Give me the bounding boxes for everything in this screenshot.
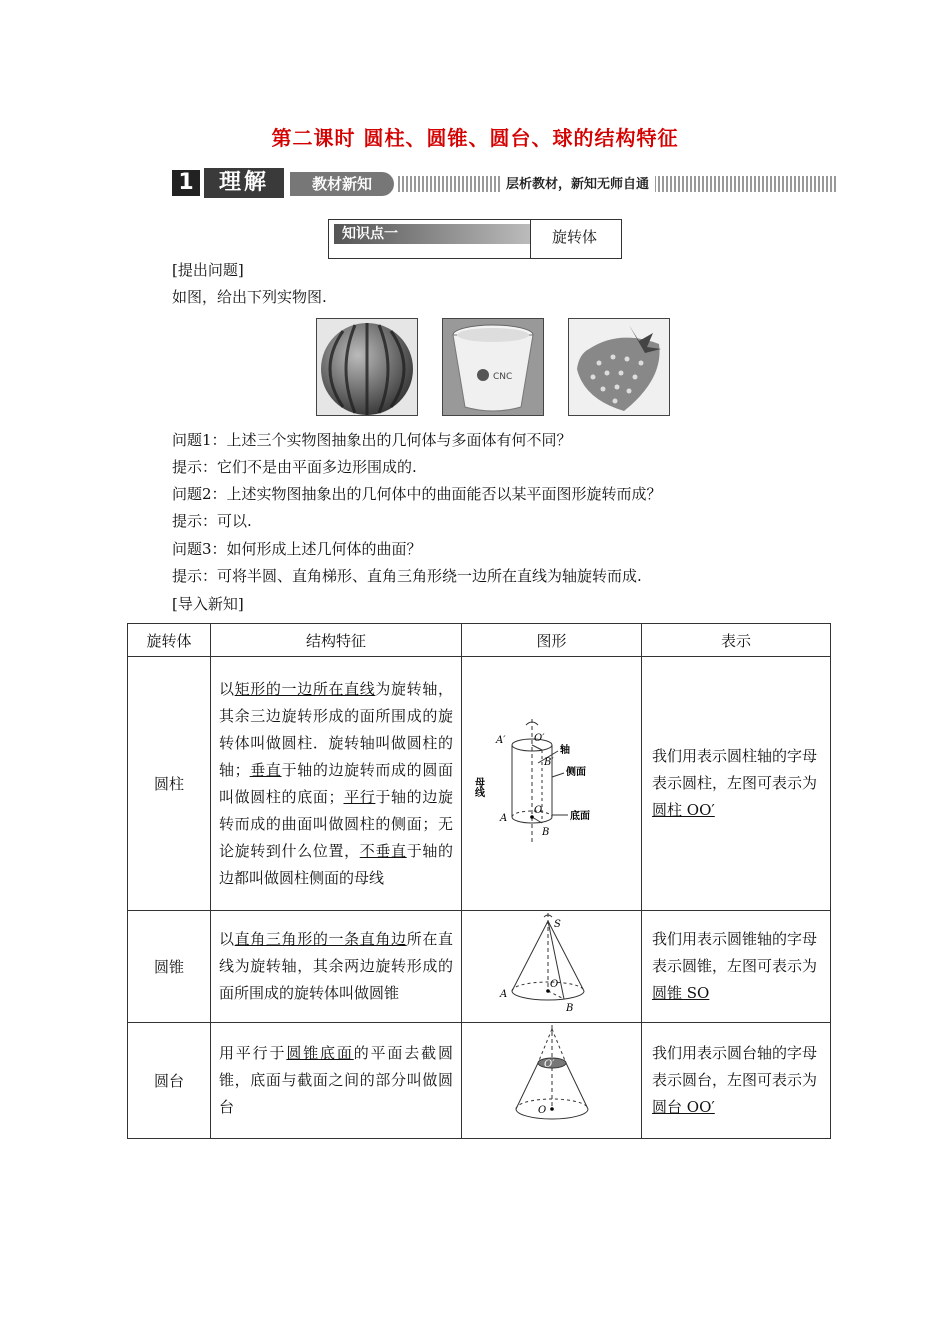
table-header-row xyxy=(128,624,831,657)
cylinder-figure xyxy=(462,657,642,911)
cylinder-label-a1: A′ xyxy=(495,734,505,746)
banner-main: 理解 xyxy=(204,168,284,198)
frustum-label-o1: O′ xyxy=(543,1058,554,1070)
structure-feature: 以直角三角形的一条直角边所在直线为旋转轴，其余两边旋转形成的面所围成的旋转体叫做圆锥 xyxy=(211,911,462,1023)
cylinder-label-axis: 轴 xyxy=(559,744,570,756)
page-title: 第二课时 圆柱、圆锥、圆台、球的结构特征 xyxy=(271,126,679,150)
representation: 我们用表示圆台轴的字母表示圆台，左图可表示为圆台 OO′ xyxy=(642,1023,831,1139)
knowledge-point-name: 旋转体 xyxy=(552,228,598,246)
header-cell: 图形 xyxy=(462,624,642,657)
table-row xyxy=(128,1023,831,1139)
cylinder-label-generatrix: 母线 xyxy=(472,776,483,797)
header-cell: 结构特征 xyxy=(211,624,462,657)
solids-table xyxy=(127,623,831,1139)
solid-name: 圆台 xyxy=(128,1023,211,1139)
structure-feature: 用平行于圆锥底面的平面去截圆锥，底面与截面之间的部分叫做圆台 xyxy=(211,1023,462,1139)
frustum-label-o: O xyxy=(537,1104,546,1116)
header-cell: 表示 xyxy=(642,624,831,657)
qa-line: 问题2：上述实物图抽象出的几何体中的曲面能否以某平面图形旋转而成？ xyxy=(172,485,662,503)
knowledge-point-divider xyxy=(530,219,531,259)
representation: 我们用表示圆柱轴的字母表示圆柱，左图可表示为圆柱 OO′ xyxy=(642,657,831,911)
solid-name: 圆锥 xyxy=(128,911,211,1023)
header-cell: 旋转体 xyxy=(128,624,211,657)
structure-feature: 以矩形的一边所在直线为旋转轴，其余三边旋转形成的面所围成的旋转体叫做圆柱．旋转轴叫做圆柱的轴；垂直于轴的边旋转而成的圆面叫做圆柱的底面；平行于轴的边旋转而成的曲面叫做圆柱的侧面；无论旋转到什么位置，不垂直于轴的边都叫做圆柱侧面的母线 xyxy=(211,657,462,911)
section-heading-question: [提出问题] xyxy=(172,261,244,279)
banner-number: 1 xyxy=(172,170,200,196)
svg-text:CNC: CNC xyxy=(493,372,513,382)
banner-slogan: 层析教材，新知无师自通 xyxy=(500,176,655,194)
cylinder-label-o: O xyxy=(533,804,542,816)
representation: 我们用表示圆锥轴的字母表示圆锥，左图可表示为圆锥 SO xyxy=(642,911,831,1023)
watermelon-image xyxy=(316,318,418,416)
cone-figure xyxy=(462,911,642,1023)
cone-label-s: S xyxy=(553,918,561,930)
cylinder-label-base: 底面 xyxy=(569,810,590,822)
cylinder-label-b: B xyxy=(541,826,549,838)
table-row xyxy=(128,911,831,1023)
cone-label-b: B xyxy=(565,1002,573,1014)
solid-name: 圆柱 xyxy=(128,657,211,911)
paper-cup-image xyxy=(442,318,544,416)
cylinder-label-side: 侧面 xyxy=(565,766,586,778)
qa-line: 提示：可将半圆、直角梯形、直角三角形绕一边所在直线为轴旋转而成. xyxy=(172,567,642,585)
cylinder-label-b1: B′ xyxy=(543,756,554,768)
table-row xyxy=(128,657,831,911)
qa-line: 提示：可以. xyxy=(172,512,252,530)
cone-label-a: A xyxy=(499,988,507,1000)
strawberry-image xyxy=(568,318,670,416)
knowledge-point-label: 知识点一 xyxy=(334,224,530,244)
section-heading-new: [导入新知] xyxy=(172,595,244,613)
cone-label-o: O xyxy=(549,978,558,990)
cylinder-label-o1: O′ xyxy=(533,732,544,744)
frustum-figure xyxy=(462,1023,642,1139)
intro-text: 如图，给出下列实物图. xyxy=(172,288,327,306)
cylinder-label-a: A xyxy=(499,812,507,824)
qa-line: 问题1：上述三个实物图抽象出的几何体与多面体有何不同？ xyxy=(172,431,572,449)
banner-sub: 教材新知 xyxy=(290,172,394,196)
qa-line: 问题3：如何形成上述几何体的曲面？ xyxy=(172,540,422,558)
qa-line: 提示：它们不是由平面多边形围成的. xyxy=(172,458,417,476)
